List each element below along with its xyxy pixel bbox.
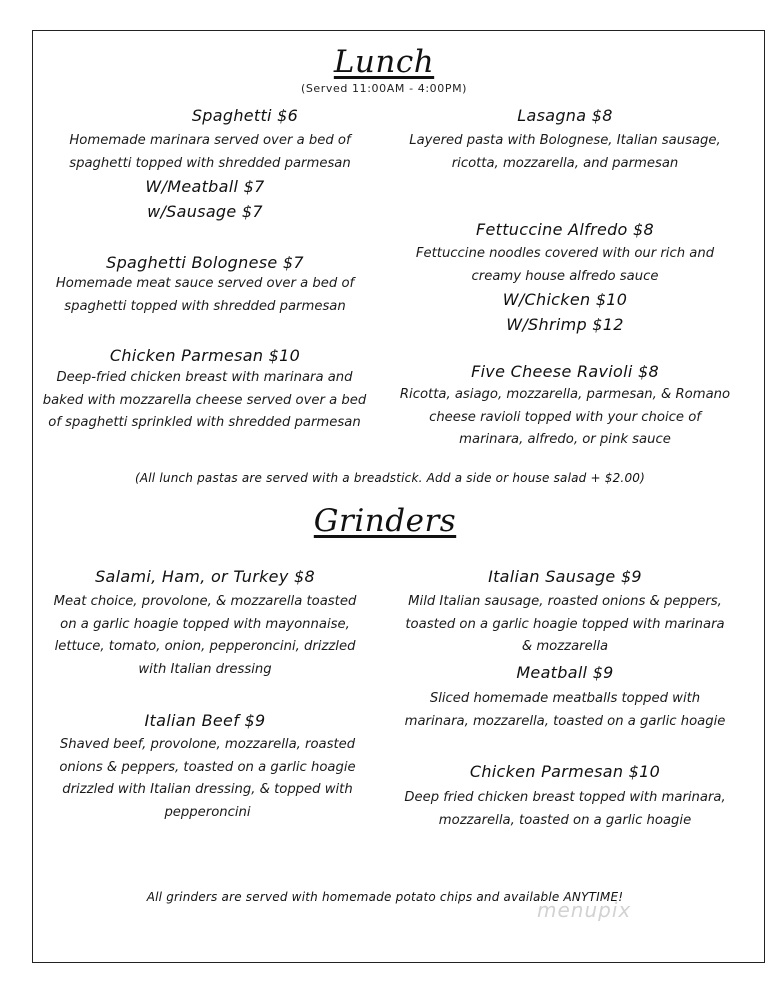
spaghetti-meatball: W/Meatball $7 — [145, 177, 265, 196]
italian-beef-name: Italian Beef $9 — [144, 711, 266, 730]
italian-sausage-desc: Mild Italian sausage, roasted onions & peppers, toasted on a garlic hoagie topped with marinara & mozzarella — [405, 594, 725, 654]
spaghetti-sausage: w/Sausage $7 — [147, 202, 263, 221]
alfredo-chicken: W/Chicken $10 — [502, 290, 628, 309]
spaghetti-name: Spaghetti $6 — [191, 106, 299, 125]
grinders-note: All grinders are served with homemade potato chips and available ANYTIME! — [146, 890, 624, 904]
salami-name: Salami, Ham, or Turkey $8 — [95, 567, 315, 586]
alfredo-name: Fettuccine Alfredo $8 — [476, 220, 654, 239]
chicken-parm-lunch-desc: Deep-fried chicken breast with marinara and baked with mozzarella cheese served over a bed of spaghetti sprinkled with shredded parmesan — [42, 370, 367, 430]
chicken-parm-lunch-name: Chicken Parmesan $10 — [109, 346, 301, 365]
bolognese-name: Spaghetti Bolognese $7 — [106, 253, 304, 272]
chicken-parm-grinder-name: Chicken Parmesan $10 — [469, 762, 661, 781]
bolognese-desc: Homemade meat sauce served over a bed of spaghetti topped with shredded parmesan — [55, 276, 355, 314]
ravioli-name: Five Cheese Ravioli $8 — [471, 362, 659, 381]
meatball-name: Meatball $9 — [516, 663, 614, 682]
lasagna-desc: Layered pasta with Bolognese, Italian sausage, ricotta, mozzarella, and parmesan — [409, 133, 721, 171]
lunch-note: (All lunch pastas are served with a breadstick. Add a side or house salad + $2.00) — [134, 471, 645, 485]
watermark-logo: menupix — [537, 898, 632, 922]
salami-desc: Meat choice, provolone, & mozzarella toasted on a garlic hoagie topped with mayonnaise, lettuce, tomato, onion, pepperoncini, drizzled with Italian dressing — [53, 594, 357, 677]
italian-beef-desc: Shaved beef, provolone, mozzarella, roasted onions & peppers, toasted on a garlic hoagie drizzled with Italian dressing, & topped with pepperoncini — [59, 737, 356, 820]
spaghetti-desc: Homemade marinara served over a bed of spaghetti topped with shredded parmesan — [69, 133, 351, 171]
lunch-title: Lunch — [333, 44, 435, 80]
grinders-title: Grinders — [313, 503, 457, 539]
chicken-parm-grinder-desc: Deep fried chicken breast topped with marinara, mozzarella, toasted on a garlic hoagie — [404, 790, 726, 828]
lasagna-name: Lasagna $8 — [517, 106, 613, 125]
meatball-desc: Sliced homemade meatballs topped with marinara, mozzarella, toasted on a garlic hoagie — [404, 691, 726, 729]
ravioli-desc: Ricotta, asiago, mozzarella, parmesan, & Romano cheese ravioli topped with your choice of marinara, alfredo, or pink sauce — [399, 387, 731, 447]
alfredo-shrimp: W/Shrimp $12 — [506, 315, 624, 334]
lunch-subtitle: (Served 11:00AM - 4:00PM) — [300, 82, 468, 95]
alfredo-desc: Fettuccine noodles covered with our rich and creamy house alfredo sauce — [415, 246, 715, 284]
italian-sausage-name: Italian Sausage $9 — [488, 567, 642, 586]
